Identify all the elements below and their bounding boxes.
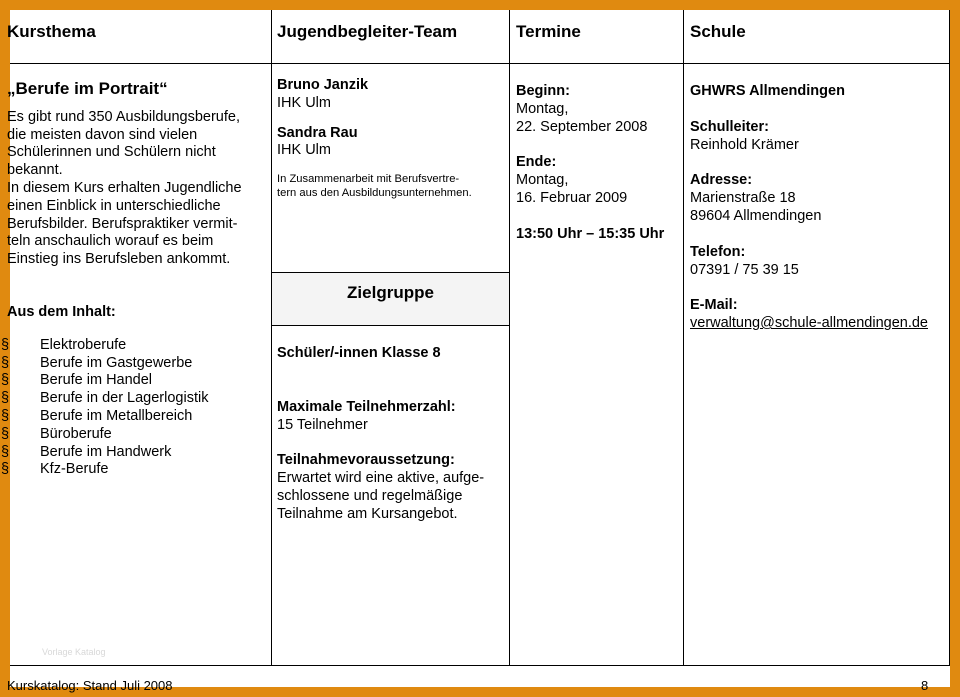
footer-page-number: 8 <box>921 678 929 693</box>
header-kursthema: Kursthema <box>7 22 96 41</box>
watermark: Vorlage Katalog <box>42 647 106 657</box>
list-item: § Elektroberufe <box>1 336 127 353</box>
person2-org: IHK Ulm <box>277 142 331 159</box>
schule-name: GHWRS Allmendingen <box>690 83 845 99</box>
bullet-icon: § <box>1 443 10 460</box>
adresse-strasse: Marienstraße 18 <box>690 190 796 207</box>
zielgruppe-rule <box>272 325 509 326</box>
description-line: Berufsbilder. Berufspraktiker vermit- <box>7 215 238 232</box>
header-schule: Schule <box>690 22 746 41</box>
bullet-icon: § <box>1 372 10 389</box>
ende-day: Montag, <box>516 172 569 189</box>
page-right-border <box>949 10 950 666</box>
bullet-icon: § <box>1 461 10 478</box>
ende-label: Ende: <box>516 154 557 171</box>
voraussetzung-label: Teilnahmevoraussetzung: <box>277 452 455 469</box>
column-divider-3 <box>683 10 684 666</box>
bullet-icon: § <box>1 336 10 353</box>
description-line: Es gibt rund 350 Ausbildungsberufe, <box>7 108 240 125</box>
column-divider-2 <box>509 10 510 666</box>
email-link[interactable]: verwaltung@schule-allmendingen.de <box>690 315 928 332</box>
zielgruppe-content <box>277 345 484 524</box>
voraussetzung-line: Teilnahme am Kursangebot. <box>277 505 458 522</box>
email-label: E-Mail: <box>690 297 738 314</box>
description-line: Schülerinnen und Schülern nicht <box>7 144 216 161</box>
uhrzeit: 13:50 Uhr – 15:35 Uhr <box>516 225 665 242</box>
description-line: In diesem Kurs erhalten Jugendliche <box>7 179 242 196</box>
document-page <box>1 10 950 693</box>
telefon-number: 07391 / 75 39 15 <box>690 261 799 278</box>
team-column <box>277 77 472 200</box>
list-item: § Berufe in der Lagerlogistik <box>1 390 209 407</box>
termine-column <box>516 83 664 244</box>
team-note <box>277 172 472 200</box>
telefon-label: Telefon: <box>690 243 746 260</box>
zielgruppe-title: Zielgruppe <box>347 283 434 302</box>
adresse-ort: 89604 Allmendingen <box>690 207 822 224</box>
kursthema-column <box>1 79 242 479</box>
header-rule <box>10 63 950 64</box>
max-teilnehmer-label: Maximale Teilnehmerzahl: <box>277 398 456 415</box>
team-note-line: In Zusammenarbeit mit Berufsvertre- <box>277 173 460 186</box>
inhalt-list <box>1 336 242 479</box>
beginn-day: Montag, <box>516 100 569 117</box>
column-divider-1 <box>271 10 272 666</box>
bullet-icon: § <box>1 390 10 407</box>
voraussetzung-line: Erwartet wird eine aktive, aufge- <box>277 470 485 487</box>
header-termine: Termine <box>516 22 581 41</box>
description-line: die meisten davon sind vielen <box>7 126 198 143</box>
beginn-date: 22. September 2008 <box>516 118 648 135</box>
description-line: Einstieg ins Berufsleben ankommt. <box>7 251 231 268</box>
schule-column <box>690 83 928 333</box>
bullet-icon: § <box>1 407 10 424</box>
inhalt-label: Aus dem Inhalt: <box>7 303 116 320</box>
max-teilnehmer-value: 15 Teilnehmer <box>277 416 368 433</box>
description-line: teln anschaulich worauf es beim <box>7 233 214 250</box>
list-item: § Berufe im Handel <box>1 372 153 389</box>
schulleiter-label: Schulleiter: <box>690 118 769 135</box>
person1-name: Bruno Janzik <box>277 77 369 93</box>
header-team: Jugendbegleiter-Team <box>277 22 458 41</box>
team-note-line: tern aus den Ausbildungsunternehmen. <box>277 187 472 200</box>
list-item: § Berufe im Gastgewerbe <box>1 354 193 371</box>
voraussetzung-line: schlossene und regelmäßige <box>277 487 463 504</box>
footer-left: Kurskatalog: Stand Juli 2008 <box>7 678 173 693</box>
bullet-icon: § <box>1 425 10 442</box>
ende-date: 16. Februar 2009 <box>516 189 628 206</box>
list-item: § Kfz-Berufe <box>1 461 109 478</box>
description-line: bekannt. <box>7 162 63 179</box>
list-item: § Büroberufe <box>1 425 112 442</box>
beginn-label: Beginn: <box>516 83 570 99</box>
zielgruppe-klasse: Schüler/-innen Klasse 8 <box>277 345 441 361</box>
adresse-label: Adresse: <box>690 172 753 189</box>
person2-name: Sandra Rau <box>277 124 358 141</box>
schulleiter-name: Reinhold Krämer <box>690 136 799 153</box>
zielgruppe-header <box>272 273 509 325</box>
list-item: § Berufe im Metallbereich <box>1 407 193 424</box>
person1-org: IHK Ulm <box>277 94 331 111</box>
course-title: „Berufe im Portrait“ <box>7 79 168 98</box>
description-line: einen Einblick in unterschiedliche <box>7 197 221 214</box>
list-item: § Berufe im Handwerk <box>1 443 172 460</box>
bullet-icon: § <box>1 354 10 371</box>
course-description <box>7 109 242 269</box>
bottom-rule <box>10 665 950 666</box>
